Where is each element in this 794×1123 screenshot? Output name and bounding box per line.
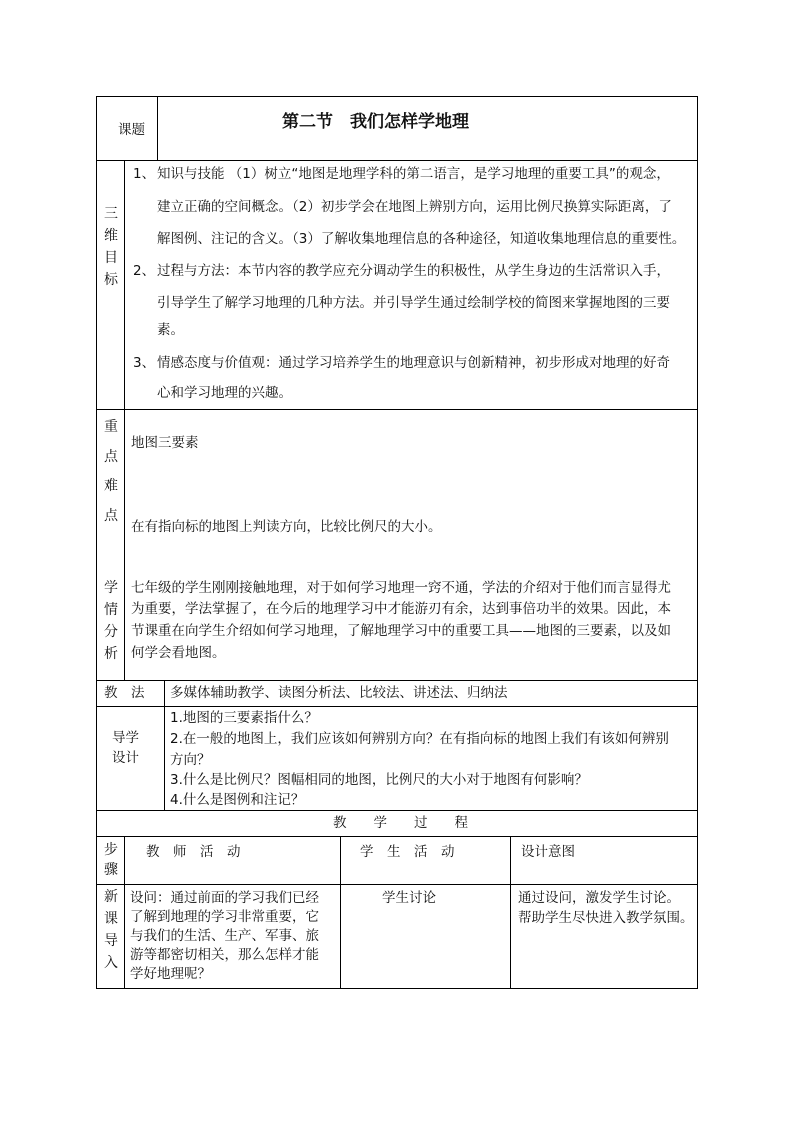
table-left-border — [96, 96, 97, 989]
process-step-char: 课 — [104, 911, 118, 927]
student-activity-header: 学 生 活 动 — [360, 844, 455, 860]
keypoints-label-char: 重 — [104, 419, 118, 435]
goals-label-char: 维 — [104, 228, 118, 244]
teacher-activity-line: 游等都密切相关，那么怎样才能 — [130, 947, 319, 963]
teacher-activity-line: 与我们的生活、生产、军事、旅 — [130, 928, 319, 944]
teacher-col-divider — [340, 836, 341, 989]
goals-label-char: 三 — [104, 206, 118, 222]
keypoints-label-char: 难 — [104, 478, 118, 494]
difficult-point-text: 在有指向标的地图上判读方向，比较比例尺的大小。 — [131, 519, 442, 535]
goal-number: 2、 — [133, 263, 156, 279]
student-col-divider — [510, 836, 511, 989]
analysis-label-char: 分 — [104, 624, 118, 640]
goal-line: 知识与技能 （1）树立“地图是地理学科的第二语言，是学习地理的重要工具”的观念， — [157, 166, 670, 182]
guide-label-line: 导学 — [112, 730, 139, 746]
teacher-activity-line: 设问：通过前面的学习我们已经 — [130, 890, 319, 906]
process-step-char: 导 — [104, 933, 118, 949]
keypoints-label-char: 点 — [104, 448, 118, 465]
process-step-label — [100, 886, 122, 974]
goal-line: 素。 — [157, 322, 184, 338]
goal-line: 情感态度与价值观：通过学习培养学生的地理意识与创新精神，初步形成对地理的好奇 — [157, 355, 670, 371]
step-label-char: 骤 — [104, 862, 118, 878]
goals-label-char: 目 — [104, 250, 118, 266]
row-divider-title — [96, 160, 698, 161]
design-intent-line: 通过设问，激发学生讨论。 — [518, 890, 680, 906]
subject-label: 课题 — [118, 122, 145, 138]
guide-question: 方向？ — [170, 752, 211, 768]
step-label — [100, 840, 122, 880]
analysis-line: 七年级的学生刚刚接触地理，对于如何学习地理一窍不通，学法的介绍对于他们而言显得尤 — [131, 580, 671, 596]
goal-line: 过程与方法：本节内容的教学应充分调动学生的积极性，从学生身边的生活常识入手， — [157, 263, 670, 279]
guide-col-divider — [164, 706, 165, 811]
goal-line: 解图例、注记的含义。（3）了解收集地理信息的各种途径，知道收集地理信息的重要性。 — [157, 231, 686, 247]
process-step-char: 新 — [104, 889, 118, 905]
analysis-line: 为重要，学法掌握了，在今后的地理学习中才能游刃有余，达到事倍功半的效果。因此，本 — [131, 601, 671, 617]
keypoints-label — [100, 413, 122, 531]
analysis-label — [100, 577, 122, 665]
goal-line: 引导学生了解学习地理的几种方法。并引导学生通过绘制学校的简图来掌握地图的三要 — [157, 295, 670, 311]
analysis-label-char: 情 — [104, 602, 118, 618]
step-label-char: 步 — [104, 842, 118, 858]
row-divider-method — [96, 706, 698, 707]
row-divider-process-heading — [96, 836, 698, 837]
teacher-activity-header: 教 师 活 动 — [146, 844, 241, 860]
lesson-title: 第二节 我们怎样学地理 — [282, 112, 469, 132]
table-top-border — [96, 96, 698, 97]
teacher-activity-line: 学好地理呢？ — [130, 966, 211, 982]
process-step-char: 入 — [104, 955, 118, 971]
analysis-line: 节课重在向学生介绍如何学习地理，了解地理学习中的重要工具——地图的三要素，以及如 — [131, 623, 671, 639]
step-col-divider — [124, 836, 125, 989]
method-col-divider — [164, 680, 165, 707]
row-divider-columns — [96, 884, 698, 885]
method-text: 多媒体辅助教学、读图分析法、比较法、讲述法、归纳法 — [170, 685, 508, 701]
goals-label-char: 标 — [104, 272, 118, 288]
design-intent-line: 帮助学生尽快进入教学氛围。 — [518, 910, 694, 926]
goal-number: 1、 — [133, 166, 156, 182]
goal-number: 3、 — [133, 355, 156, 371]
table-bottom-border — [96, 988, 698, 989]
design-intent-header: 设计意图 — [521, 844, 575, 860]
title-col-divider — [157, 96, 158, 160]
guide-question: 2.在一般的地图上，我们应该如何辨别方向？在有指向标的地图上我们有该如何辨别 — [170, 731, 669, 747]
row-divider-analysis — [96, 680, 698, 681]
guide-question: 4.什么是图例和注记？ — [170, 792, 305, 808]
guide-question: 3.什么是比例尺？图幅相同的地图，比例尺的大小对于地图有何影响？ — [170, 772, 588, 788]
analysis-label-char: 学 — [104, 580, 118, 596]
method-label: 教 法 — [104, 685, 145, 701]
guide-label-line: 设计 — [112, 750, 139, 766]
goals-label — [100, 203, 122, 291]
row-divider-goals — [96, 409, 698, 410]
row-divider-guide — [96, 810, 698, 811]
key-point-text: 地图三要素 — [131, 435, 199, 451]
analysis-line: 何学会看地图。 — [131, 645, 226, 661]
goal-line: 建立正确的空间概念。（2）初步学会在地图上辨别方向，运用比例尺换算实际距离，了 — [157, 199, 672, 215]
teacher-activity-line: 了解到地理的学习非常重要，它 — [130, 909, 319, 925]
guide-question: 1.地图的三要素指什么？ — [170, 710, 318, 726]
process-heading: 教 学 过 程 — [333, 815, 468, 831]
label-col-divider-upper — [124, 160, 125, 681]
goal-line: 心和学习地理的兴趣。 — [157, 385, 292, 401]
analysis-label-char: 析 — [104, 646, 118, 662]
student-activity: 学生讨论 — [382, 890, 436, 906]
keypoints-label-char: 点 — [104, 507, 118, 524]
table-right-border — [697, 96, 698, 989]
